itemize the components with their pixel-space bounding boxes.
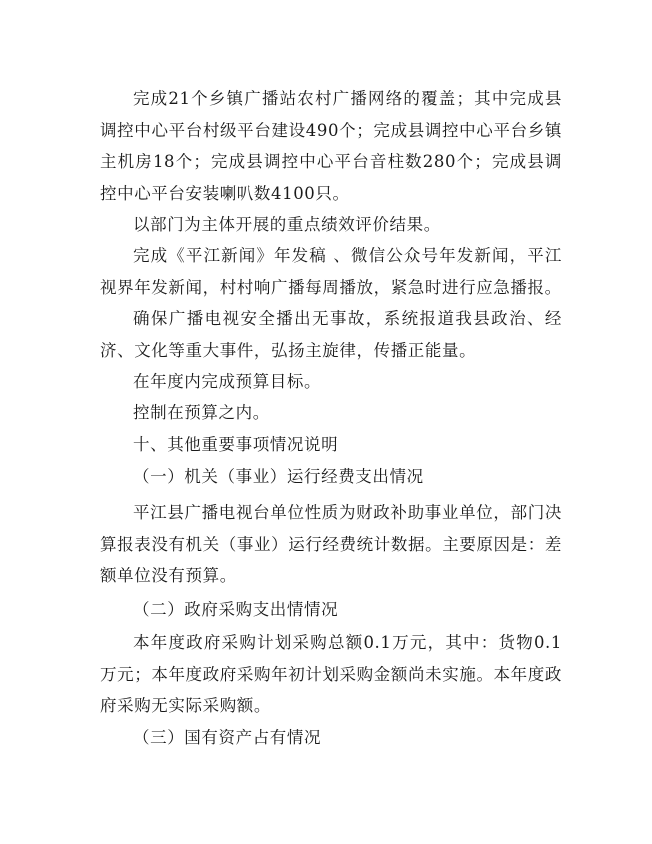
paragraph-budget-control: 控制在预算之内。 (133, 403, 270, 422)
paragraph-government-procurement: 本年度政府采购计划采购总额0.1万元，其中：货物0.1万元；本年度政府采购年初计划采购金额尚未实施。本年度政府采购无实际采购额。 (100, 633, 562, 715)
paragraph-operating-expenses: 平江县广播电视台单位性质为财政补助事业单位，部门决算报表没有机关（事业）运行经费统计数据。主要原因是：差额单位没有预算。 (100, 503, 562, 585)
paragraph-budget-target: 在年度内完成预算目标。 (133, 372, 322, 391)
section-heading-other-matters: 十、其他重要事项情况说明 (133, 435, 339, 454)
subsection-heading-operating-expenses: （一）机关（事业）运行经费支出情况 (133, 467, 424, 486)
paragraph-coverage-results: 完成21个乡镇广播站农村广播网络的覆盖；其中完成县调控中心平台村级平台建设490个；完成县调控中心平台乡镇主机房18个；完成县调控中心平台音柱数280个；完成县调控中心平台安装喇叭数4100只。 (100, 89, 562, 203)
paragraph-broadcast-safety: 确保广播电视安全播出无事故，系统报道我县政治、经济、文化等重大事件，弘扬主旋律，传播正能量。 (100, 309, 562, 360)
paragraph-performance-evaluation: 以部门为主体开展的重点绩效评价结果。 (133, 215, 441, 234)
subsection-heading-government-procurement: （二）政府采购支出情情况 (133, 600, 339, 619)
paragraph-news-output: 完成《平江新闻》年发稿 、微信公众号年发新闻，平江视界年发新闻，村村响广播每周播放，紧急时进行应急播报。 (100, 246, 562, 297)
subsection-heading-state-assets: （三）国有资产占有情况 (133, 728, 322, 747)
